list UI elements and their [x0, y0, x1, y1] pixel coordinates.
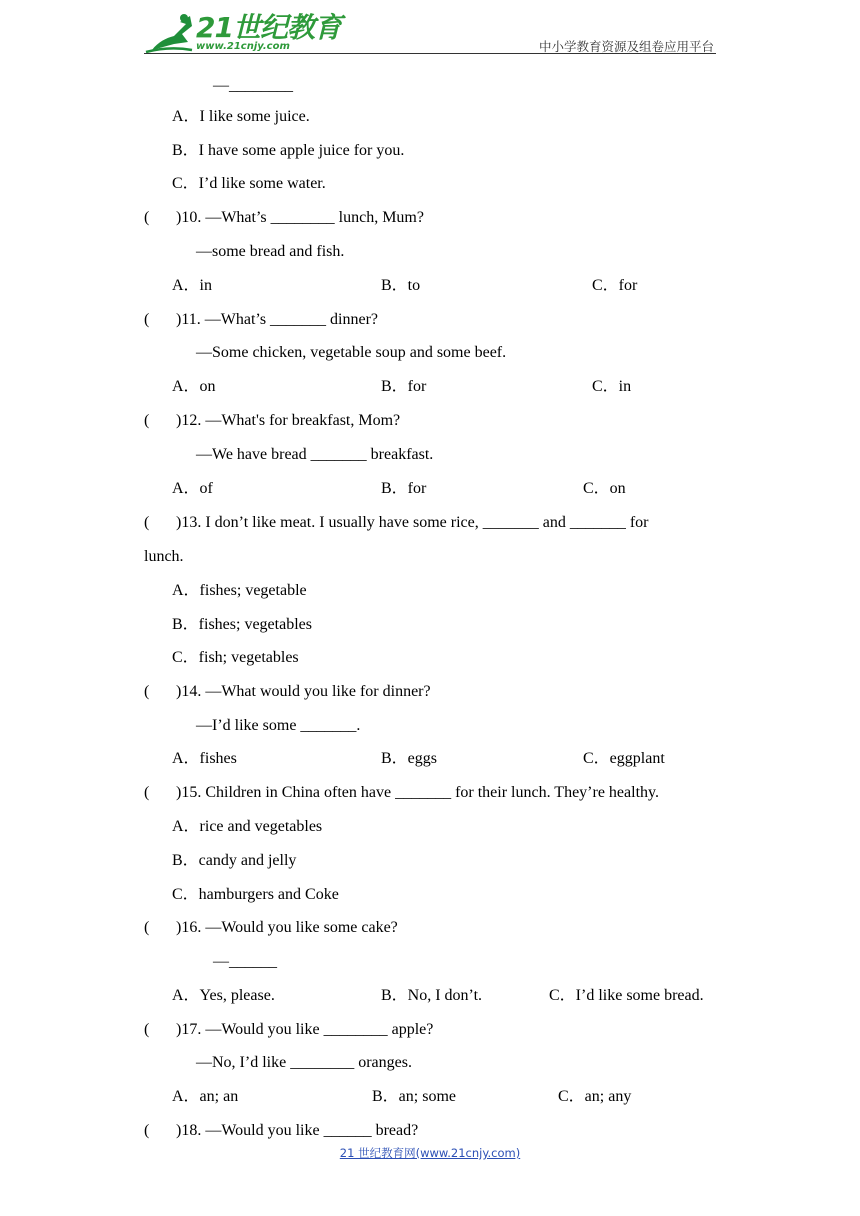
option-b: B．No, I don’t. [381, 987, 483, 1004]
question-13-cont: lunch. [144, 548, 184, 565]
option-c: C．for [592, 277, 638, 294]
option-c: C．eggplant [583, 750, 665, 767]
option-c: C．I’d like some bread. [549, 987, 704, 1004]
option-b: B．for [381, 378, 427, 395]
option-c: C．an; any [558, 1088, 632, 1105]
answer-paren: ( [144, 209, 150, 226]
page-header [144, 8, 716, 58]
option-b: B．an; some [372, 1088, 456, 1105]
option-c: C．in [592, 378, 632, 395]
question-18: ( )18. —Would you like ______ bread? [144, 1122, 419, 1139]
option-a: A．in [172, 277, 213, 294]
option-b: B．to [381, 277, 421, 294]
option-b: B．eggs [381, 750, 438, 767]
option-a: A．on [172, 378, 216, 395]
question-12-reply: —We have bread _______ breakfast. [196, 446, 434, 463]
header-divider [144, 53, 716, 54]
option-c: C．hamburgers and Coke [172, 886, 339, 903]
option-a: A．of [172, 480, 213, 497]
option-b: B．for [381, 480, 427, 497]
option-a: A．an; an [172, 1088, 239, 1105]
question-13: ( )13. I don’t like meat. I usually have some rice, _______ and _______ for [144, 514, 649, 531]
option-a: A．I like some juice. [172, 108, 310, 125]
option-b: B．I have some apple juice for you. [172, 142, 405, 159]
option-b: B．fishes; vegetables [172, 616, 312, 633]
question-17-reply: —No, I’d like ________ oranges. [196, 1054, 412, 1071]
option-c: C．I’d like some water. [172, 175, 326, 192]
answer-line: —________ [213, 77, 293, 94]
question-10: ( )10. —What’s ________ lunch, Mum? [144, 209, 424, 226]
question-14-reply: —I’d like some _______. [196, 717, 361, 734]
question-17: ( )17. —Would you like ________ apple? [144, 1021, 434, 1038]
logo-url: www.21cnjy.com [196, 41, 290, 52]
footer-link[interactable]: 21 世纪教育网(www.21cnjy.com) [339, 1146, 521, 1160]
option-b: B．candy and jelly [172, 852, 297, 869]
question-16: ( )16. —Would you like some cake? [144, 919, 398, 936]
question-10-reply: —some bread and fish. [196, 243, 345, 260]
question-11-reply: —Some chicken, vegetable soup and some beef. [196, 344, 507, 361]
option-a: A．fishes; vegetable [172, 582, 307, 599]
option-a: A．fishes [172, 750, 237, 767]
question-14: ( )14. —What would you like for dinner? [144, 683, 431, 700]
question-12: ( )12. —What's for breakfast, Mom? [144, 412, 401, 429]
option-c: C．on [583, 480, 626, 497]
option-a: A．rice and vegetables [172, 818, 323, 835]
option-a: A．Yes, please. [172, 987, 275, 1004]
question-11: ( )11. —What’s _______ dinner? [144, 311, 379, 328]
header-platform-label: 中小学教育资源及组卷应用平台 [538, 39, 714, 54]
question-15: ( )15. Children in China often have _______ for their lunch. They’re healthy. [144, 784, 659, 801]
logo-title: 21世纪教育 [196, 11, 341, 44]
question-16-reply: —______ [213, 953, 277, 970]
option-c: C．fish; vegetables [172, 649, 299, 666]
